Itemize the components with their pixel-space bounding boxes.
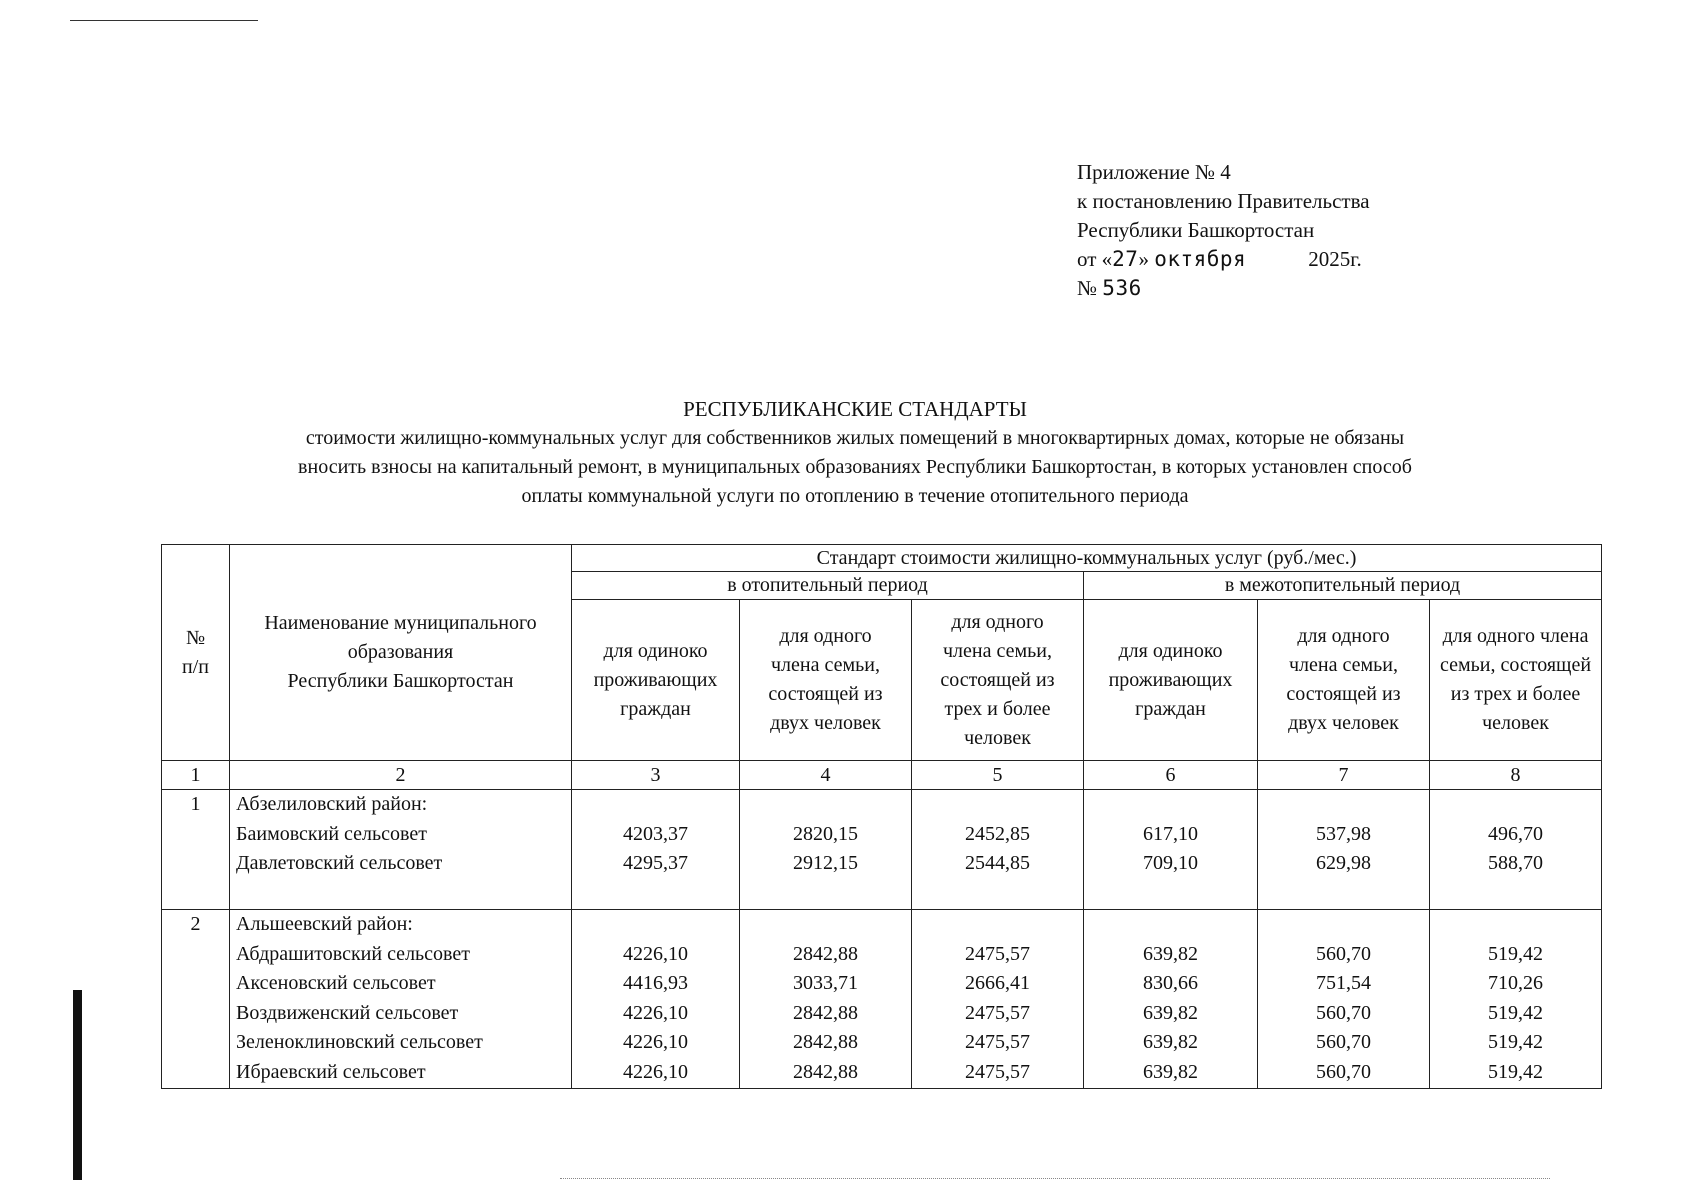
header-line: состоящей из xyxy=(940,668,1055,691)
column-number: 5 xyxy=(912,761,1084,790)
value: 2475,57 xyxy=(965,942,1030,965)
group-number-text: 2 xyxy=(190,913,201,935)
header-municipality xyxy=(230,545,572,761)
header-line: для одного члена xyxy=(1442,625,1589,647)
municipality-name: Баимовский сельсовет xyxy=(236,822,427,845)
value: 4226,10 xyxy=(623,942,688,965)
column-number: 2 xyxy=(230,761,572,790)
municipality-name: Зеленоклиновский сельсовет xyxy=(236,1031,483,1053)
value: 537,98 xyxy=(1316,822,1371,845)
date-month: октября xyxy=(1154,247,1247,271)
value-cell-col-3 xyxy=(572,910,740,1089)
value: 2842,88 xyxy=(793,1060,858,1083)
date-day: 27 xyxy=(1112,247,1139,271)
value: 560,70 xyxy=(1316,1031,1371,1053)
standards-table xyxy=(161,544,1602,1089)
value: 560,70 xyxy=(1316,1060,1371,1083)
value: 519,42 xyxy=(1488,942,1544,965)
table-row-group xyxy=(162,790,1602,910)
header-line: для одиноко xyxy=(1118,639,1223,662)
header-municipality-line: Наименование муниципального xyxy=(264,612,537,634)
header-municipality-line: Республики Башкортостан xyxy=(287,670,514,692)
header-line: состоящей из xyxy=(1286,683,1401,705)
column-number: 6 xyxy=(1084,761,1258,790)
district-name: Альшеевский район: xyxy=(236,913,413,935)
header-col-3 xyxy=(572,600,740,761)
value-cell-col-8 xyxy=(1430,790,1602,910)
number-prefix: № xyxy=(1077,276,1098,300)
value: 519,42 xyxy=(1488,1031,1544,1053)
header-col-6 xyxy=(1084,600,1258,761)
value: 519,42 xyxy=(1488,1060,1544,1083)
value: 4226,10 xyxy=(623,1001,688,1024)
subtitle-line-3: оплаты коммунальной услуги по отоплению в течение отопительного периода xyxy=(521,485,1189,507)
header-line: для одного xyxy=(779,625,872,647)
value-cell-col-4 xyxy=(740,790,912,910)
document-heading: РЕСПУБЛИКАНСКИЕ СТАНДАРТЫ xyxy=(683,397,1027,421)
column-number: 7 xyxy=(1258,761,1430,790)
value: 2544,85 xyxy=(965,852,1030,874)
value: 2912,15 xyxy=(793,852,858,874)
header-line: семьи, состоящей xyxy=(1440,654,1592,676)
appendix-block xyxy=(1077,158,1370,303)
document-title-block xyxy=(225,395,1485,511)
value: 629,98 xyxy=(1316,852,1371,874)
column-number: 4 xyxy=(740,761,912,790)
district-name: Абзелиловский район: xyxy=(236,793,428,815)
scan-artifact-line xyxy=(70,20,258,21)
column-number: 3 xyxy=(572,761,740,790)
value: 3033,71 xyxy=(793,972,858,994)
group-number xyxy=(162,790,230,910)
value: 4203,37 xyxy=(623,822,688,845)
value: 830,66 xyxy=(1143,972,1198,994)
value: 2475,57 xyxy=(965,1031,1030,1053)
header-line: для одного xyxy=(951,610,1044,633)
number-value: 536 xyxy=(1102,276,1142,300)
appendix-line-1: Приложение № 4 xyxy=(1077,160,1231,184)
value: 4226,10 xyxy=(623,1031,688,1053)
header-municipality-line: образования xyxy=(347,641,454,663)
header-line: двух человек xyxy=(1288,712,1399,734)
table-row-group xyxy=(162,910,1602,1089)
subtitle-line-1: стоимости жилищно-коммунальных услуг для собственников жилых помещений в многоквартирных домах, которые не обязаны xyxy=(305,427,1405,449)
header-line: проживающих xyxy=(1108,668,1233,691)
header-standard-cost: Стандарт стоимости жилищно-коммунальных услуг (руб./мес.) xyxy=(572,545,1602,572)
scan-artifact-dotted-line xyxy=(560,1178,1550,1179)
value: 519,42 xyxy=(1488,1001,1544,1024)
value: 2820,15 xyxy=(793,822,858,845)
header-line: граждан xyxy=(620,697,691,720)
header-col-5 xyxy=(912,600,1084,761)
column-number-row xyxy=(162,761,1602,790)
appendix-number xyxy=(1077,274,1370,303)
municipality-name: Аксеновский сельсовет xyxy=(236,972,436,994)
value: 2842,88 xyxy=(793,1031,858,1053)
municipality-name: Давлетовский сельсовет xyxy=(236,852,443,874)
header-line: человек xyxy=(964,726,1031,749)
value-cell-col-6 xyxy=(1084,790,1258,910)
header-col-8 xyxy=(1430,600,1602,761)
header-line: граждан xyxy=(1135,697,1206,720)
group-number xyxy=(162,910,230,1089)
header-col-7 xyxy=(1258,600,1430,761)
value: 2452,85 xyxy=(965,822,1030,845)
column-number: 1 xyxy=(162,761,230,790)
value: 560,70 xyxy=(1316,942,1371,965)
value-cell-col-6 xyxy=(1084,910,1258,1089)
value: 639,82 xyxy=(1143,1031,1198,1053)
value-cell-col-4 xyxy=(740,910,912,1089)
value: 2666,41 xyxy=(965,972,1030,994)
date-year: 2025г. xyxy=(1308,247,1362,271)
appendix-date xyxy=(1077,245,1370,274)
value: 709,10 xyxy=(1143,852,1198,874)
header-number xyxy=(162,545,230,761)
value: 4226,10 xyxy=(623,1060,688,1083)
header-line: состоящей из xyxy=(768,683,883,705)
header-nonheating-period: в межотопительный период xyxy=(1084,572,1602,600)
value: 2842,88 xyxy=(793,1001,858,1024)
value: 4295,37 xyxy=(623,852,688,874)
date-close: » xyxy=(1138,247,1149,271)
value-cell-col-3 xyxy=(572,790,740,910)
value: 4416,93 xyxy=(623,972,688,994)
scan-artifact-bar xyxy=(73,990,82,1180)
value-cell-col-7 xyxy=(1258,910,1430,1089)
column-number: 8 xyxy=(1430,761,1602,790)
value: 2475,57 xyxy=(965,1001,1030,1024)
municipality-name: Ибраевский сельсовет xyxy=(236,1060,426,1083)
value: 617,10 xyxy=(1143,822,1198,845)
header-line: проживающих xyxy=(593,668,718,691)
subtitle-line-2: вносить взносы на капитальный ремонт, в муниципальных образованиях Республики Башкортостан, в которых установлен способ xyxy=(298,456,1412,478)
municipality-name: Абдрашитовский сельсовет xyxy=(236,942,470,965)
header-number-line: п/п xyxy=(182,655,209,678)
value: 2842,88 xyxy=(793,942,858,965)
header-line: трех и более xyxy=(944,697,1051,720)
municipality-names xyxy=(230,790,572,910)
value: 710,26 xyxy=(1488,972,1544,994)
header-line: члена семьи, xyxy=(943,639,1052,662)
header-line: для одного xyxy=(1297,625,1390,647)
appendix-line-3: Республики Башкортостан xyxy=(1077,218,1315,242)
value: 639,82 xyxy=(1143,1001,1198,1024)
header-line: члена семьи, xyxy=(1289,654,1398,676)
municipality-name: Воздвиженский сельсовет xyxy=(236,1001,459,1024)
header-heating-period: в отопительный период xyxy=(572,572,1084,600)
header-number-line: № xyxy=(185,626,206,649)
value: 639,82 xyxy=(1143,1060,1198,1083)
header-line: двух человек xyxy=(770,712,881,734)
value: 2475,57 xyxy=(965,1060,1030,1083)
value-cell-col-8 xyxy=(1430,910,1602,1089)
header-line: человек xyxy=(1482,712,1549,734)
value-cell-col-5 xyxy=(912,790,1084,910)
value: 639,82 xyxy=(1143,942,1198,965)
appendix-line-2: к постановлению Правительства xyxy=(1077,189,1370,213)
municipality-names xyxy=(230,910,572,1089)
value: 751,54 xyxy=(1316,972,1371,994)
header-line: из трех и более xyxy=(1450,683,1581,705)
value-cell-col-7 xyxy=(1258,790,1430,910)
date-prefix: от « xyxy=(1077,247,1113,271)
group-number-text: 1 xyxy=(190,793,201,815)
value: 496,70 xyxy=(1488,822,1544,845)
value: 588,70 xyxy=(1488,852,1544,874)
value-cell-col-5 xyxy=(912,910,1084,1089)
header-col-4 xyxy=(740,600,912,761)
header-line: члена семьи, xyxy=(771,654,880,676)
header-line: для одиноко xyxy=(603,639,708,662)
value: 560,70 xyxy=(1316,1001,1371,1024)
